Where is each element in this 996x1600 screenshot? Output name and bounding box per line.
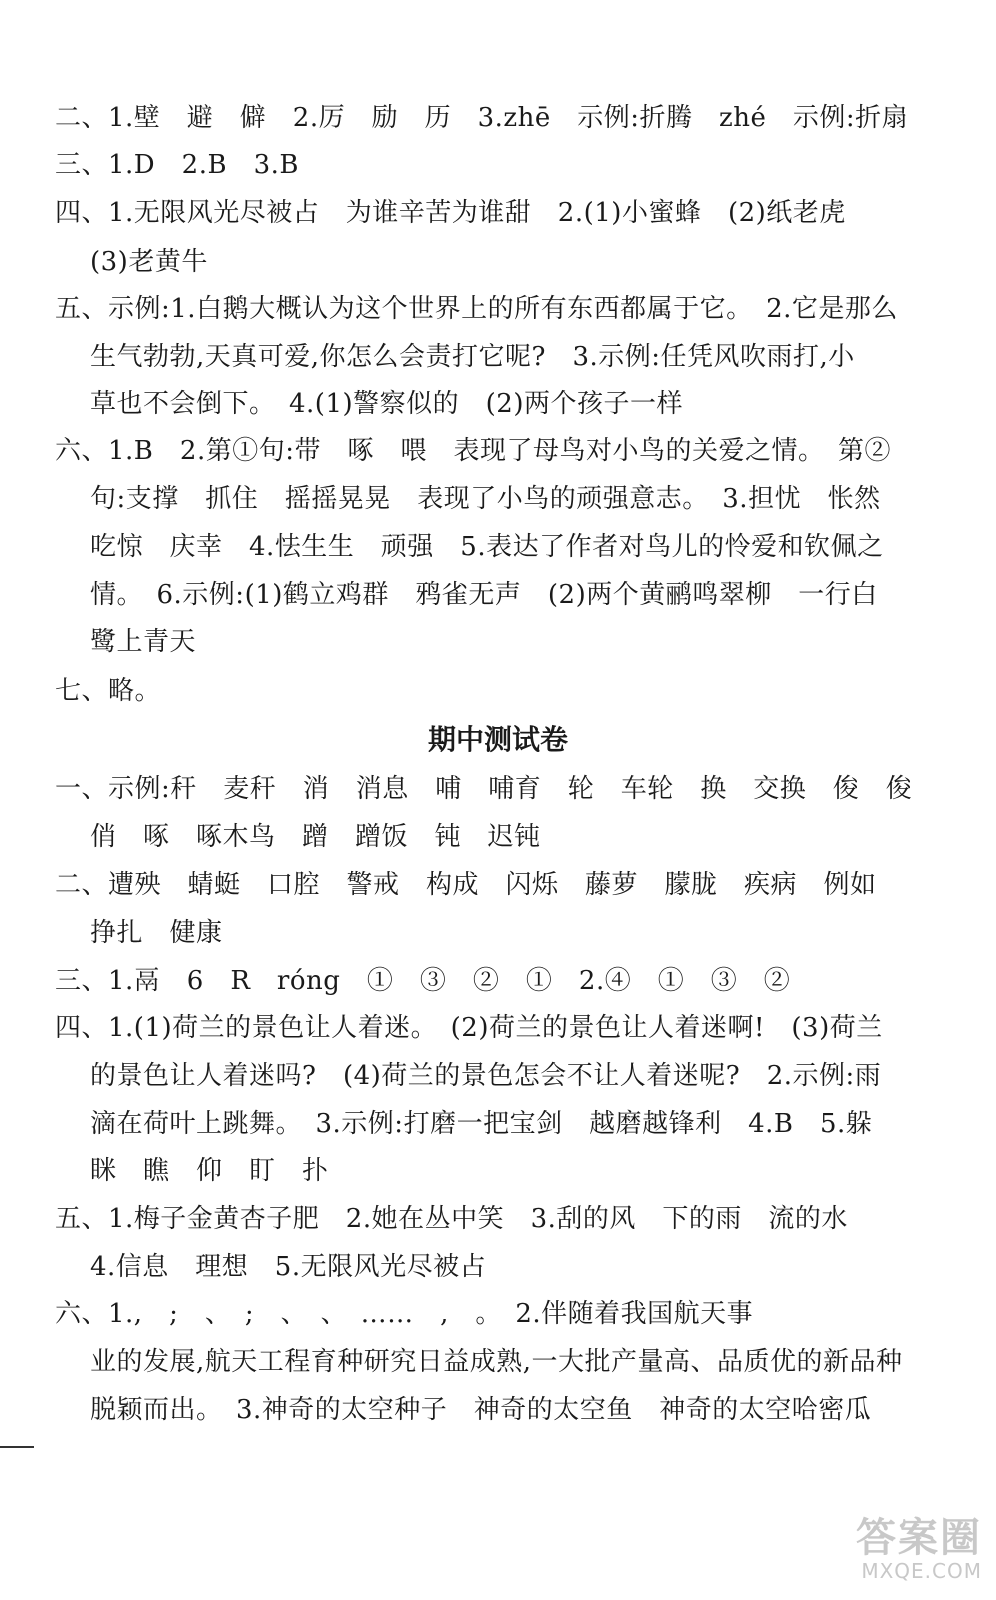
answer-line: 俏 啄 啄木鸟 蹭 蹭饭 钝 迟钝	[90, 822, 541, 852]
answer-line: 三、1.D 2.B 3.B	[55, 150, 299, 180]
answer-line: 四、1.无限风光尽被占 为谁辛苦为谁甜 2.(1)小蜜蜂 (2)纸老虎	[55, 198, 846, 228]
answer-line: 六、1., ; 、 ; 、 、 …… , 。 2.伴随着我国航天事	[55, 1299, 754, 1329]
answer-line: 眯 瞧 仰 盯 扑	[90, 1156, 329, 1186]
answer-line: 生气勃勃,天真可爱,你怎么会责打它呢? 3.示例:任凭风吹雨打,小	[90, 342, 855, 372]
answer-line: 一、示例:秆 麦秆 消 消息 哺 哺育 轮 车轮 换 交换 俊 俊	[55, 774, 913, 804]
answer-line: 七、略。	[55, 676, 162, 706]
answer-line: 的景色让人着迷吗? (4)荷兰的景色怎会不让人着迷呢? 2.示例:雨	[90, 1061, 882, 1091]
answer-line: 脱颖而出。 3.神奇的太空种子 神奇的太空鱼 神奇的太空哈密瓜	[90, 1395, 872, 1425]
answer-line: 三、1.鬲 6 R róng ① ③ ② ① 2.④ ① ③ ②	[55, 966, 791, 996]
answer-line: 草也不会倒下。 4.(1)警察似的 (2)两个孩子一样	[90, 389, 683, 419]
answer-line: (3)老黄牛	[90, 247, 208, 277]
answer-line: 六、1.B 2.第①句:带 啄 喂 表现了母鸟对小鸟的关爱之情。 第②	[55, 436, 891, 466]
answer-line: 吃惊 庆幸 4.怯生生 顽强 5.表达了作者对鸟儿的怜爱和钦佩之	[90, 532, 884, 562]
answer-line: 滴在荷叶上跳舞。 3.示例:打磨一把宝剑 越磨越锋利 4.B 5.躲	[90, 1109, 873, 1139]
answer-line: 4.信息 理想 5.无限风光尽被占	[90, 1252, 487, 1282]
answer-line: 句:支撑 抓住 摇摇晃晃 表现了小鸟的顽强意志。 3.担忧 怅然	[90, 484, 881, 514]
watermark-url: MXQE.COM	[861, 1559, 982, 1583]
answer-line: 二、遭殃 蜻蜓 口腔 警戒 构成 闪烁 藤萝 朦胧 疾病 例如	[55, 870, 877, 900]
watermark-title: 答案圈	[856, 1515, 982, 1561]
answer-line: 情。 6.示例:(1)鹤立鸡群 鸦雀无声 (2)两个黄鹂鸣翠柳 一行白	[90, 580, 878, 610]
section-title: 期中测试卷	[427, 723, 568, 756]
watermark-logo	[812, 1516, 982, 1588]
answer-line: 鹭上青天	[90, 627, 197, 657]
answer-line: 五、1.梅子金黄杏子肥 2.她在丛中笑 3.刮的风 下的雨 流的水	[55, 1204, 848, 1234]
answer-line: 二、1.壁 避 僻 2.厉 励 历 3.zhē 示例:折腾 zhé 示例:折扇	[55, 103, 909, 133]
answer-line: 挣扎 健康	[90, 918, 223, 948]
answer-line: 业的发展,航天工程育种研究日益成熟,一大批产量高、品质优的新品种	[90, 1347, 903, 1377]
page-divider	[0, 1446, 34, 1448]
answer-line: 四、1.(1)荷兰的景色让人着迷。 (2)荷兰的景色让人着迷啊! (3)荷兰	[55, 1013, 883, 1043]
answer-line: 五、示例:1.白鹅大概认为这个世界上的所有东西都属于它。 2.它是那么	[55, 294, 898, 324]
